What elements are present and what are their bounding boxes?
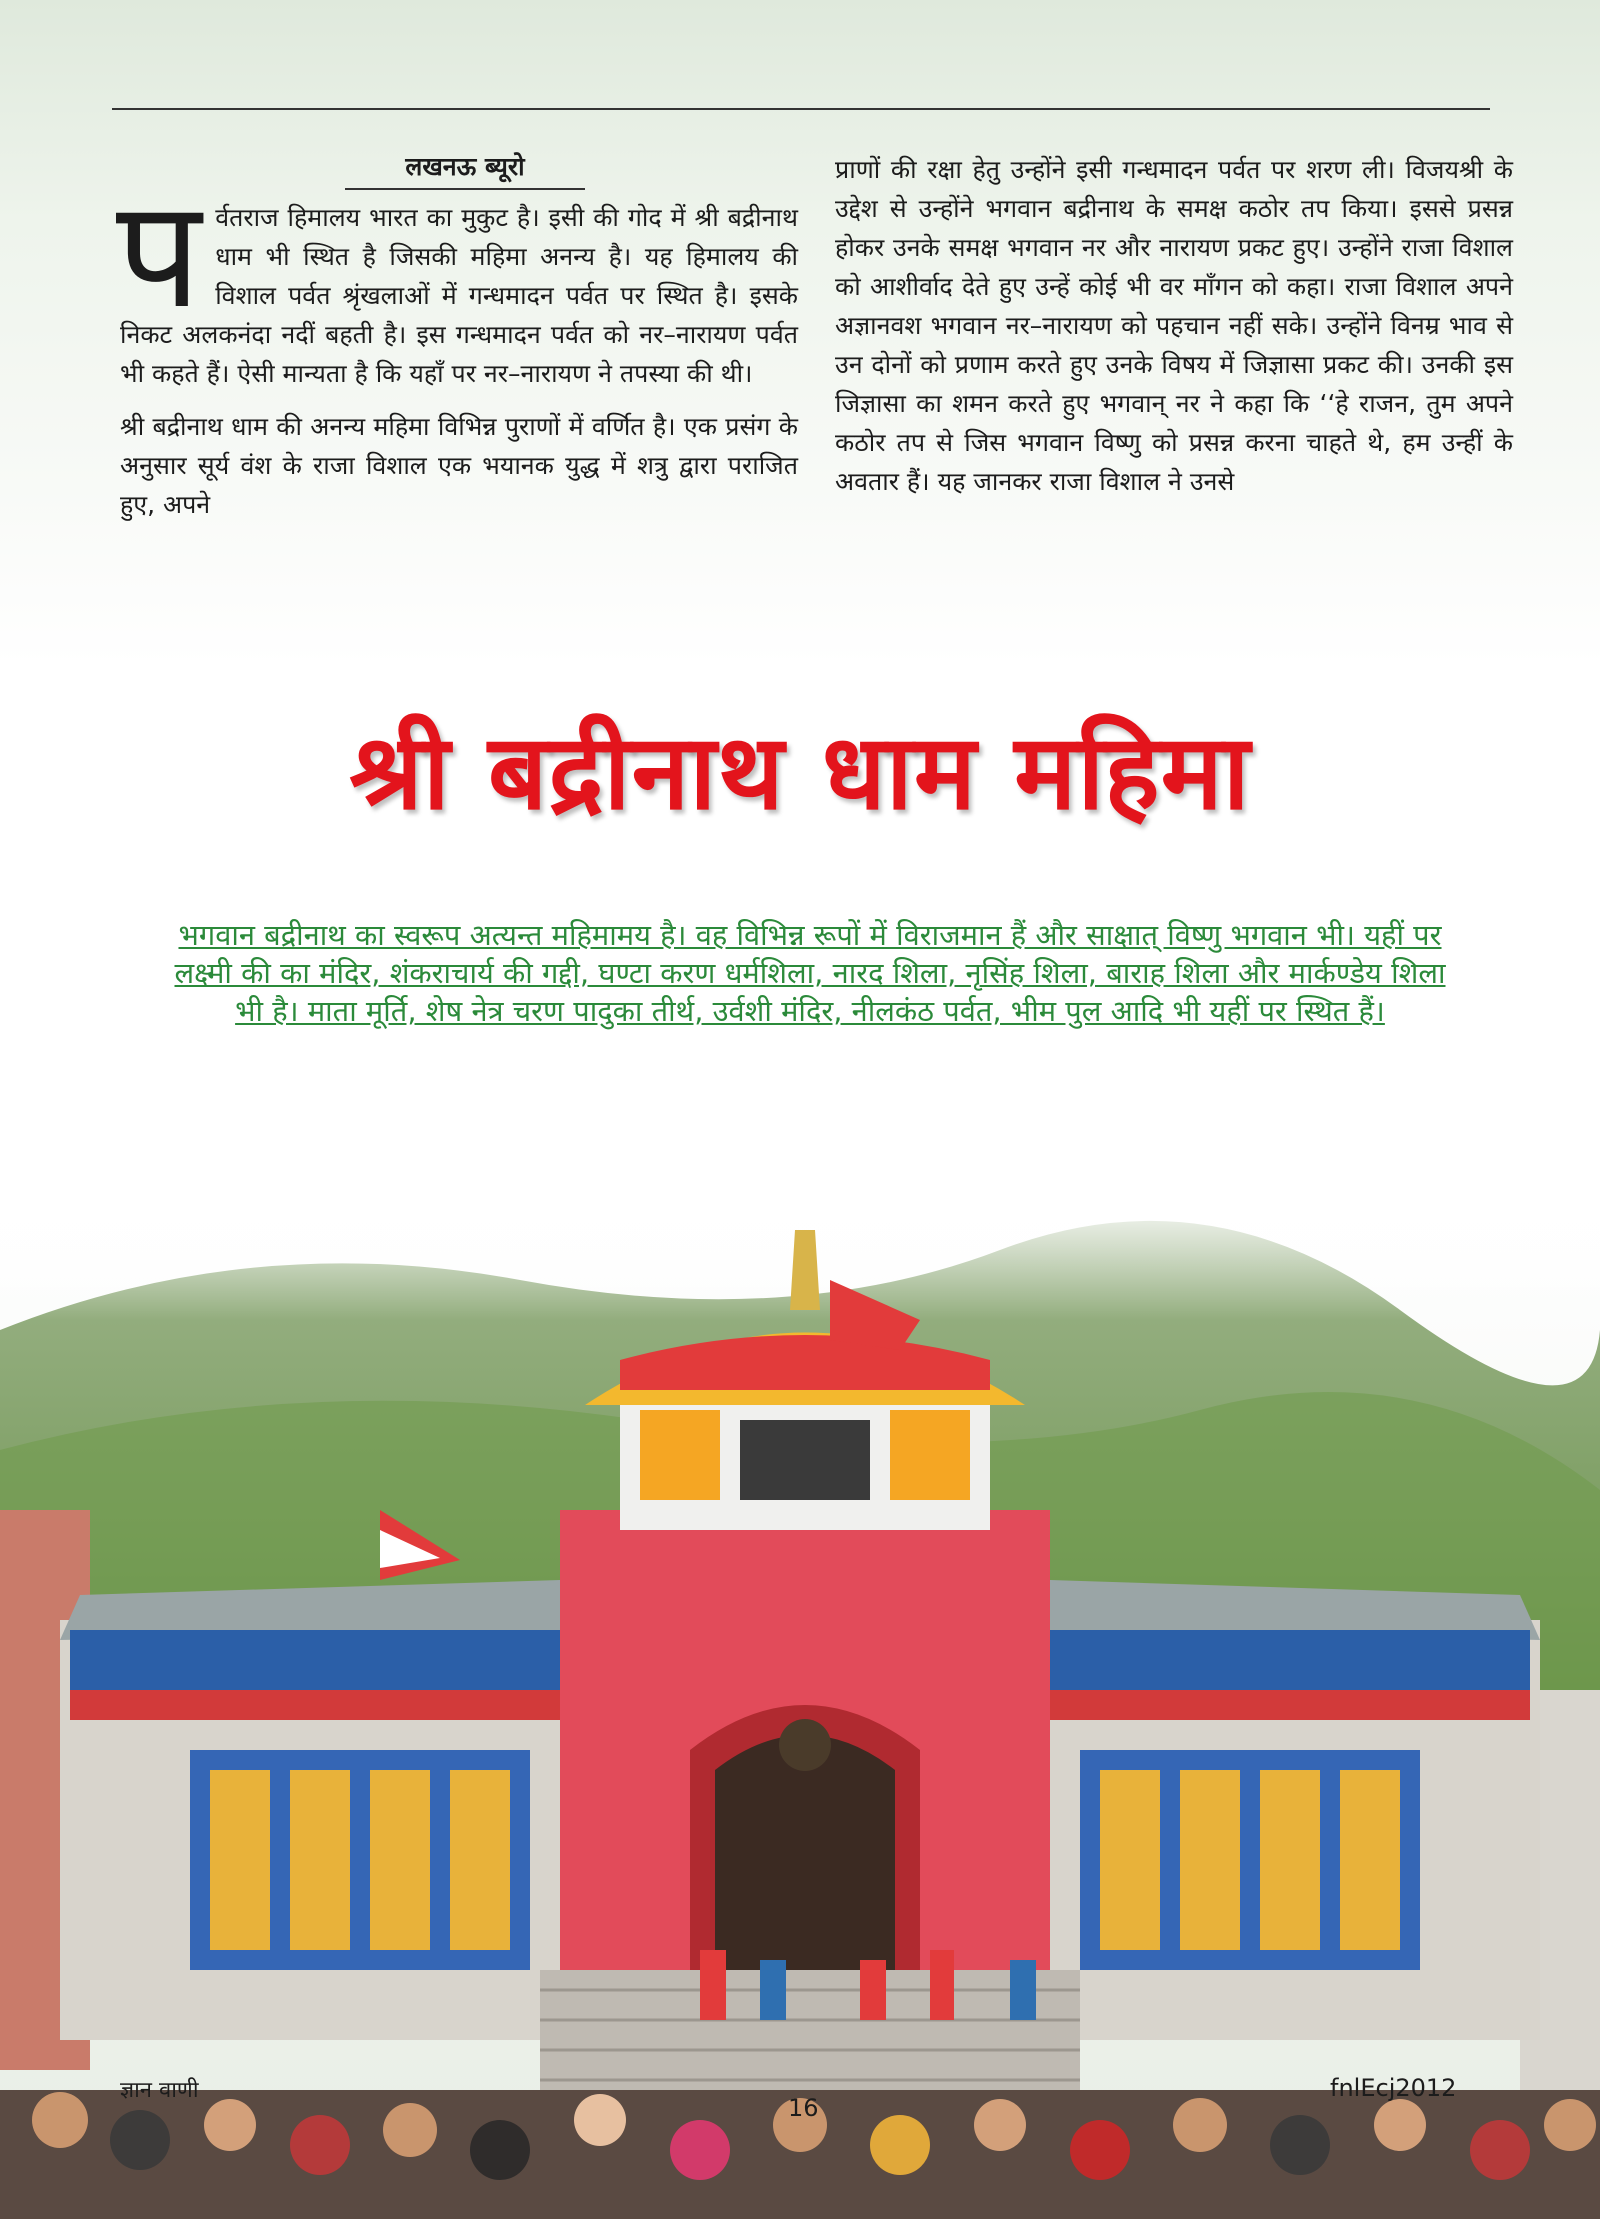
article-paragraph-1 [116,168,798,393]
byline: लखनऊ ब्यूरो [345,150,585,190]
article-paragraph-2: श्री बद्रीनाथ धाम की अनन्य महिमा विभिन्न पुराणों में वर्णित है। एक प्रसंग के अनुसार सूर्य वंश के राजा विशाल एक भयानक युद्ध में शत्रु द्वारा पराजित हुए, अपने [120,412,798,519]
magazine-name: ज्ञान वाणी [120,2078,199,2103]
article-paragraph-3: प्राणों की रक्षा हेतु उन्होंने इसी गन्धमादन पर्वत पर शरण ली। विजयश्री के उद्देश से उन्होंने भगवान बद्रीनाथ के समक्ष कठोर तप किया। इससे प्रसन्न होकर उनके समक्ष भगवान नर और नारायण प्रकट हुए। उन्होंने राजा विशाल को आशीर्वाद देते हुए उन्हें कोई भी वर माँगन को कहा। राजा विशाल अपने अज्ञानवश भगवान नर–नारायण को पहचान नहीं सके। उन्होंने विनम्र भाव से उन दोनों को प्रणाम करते हुए उनके विषय में जिज्ञासा प्रकट की। उनकी इस जिज्ञासा का शमन करते हुए भगवान् नर ने कहा कि ‘‘हे राजन, तुम अपने कठोर तप से जिस भगवान विष्णु को प्रसन्न करना चाहते थे, हम उन्हीं के अवतार हैं। यह जानकर राजा विशाल ने उनसे [835,155,1513,496]
headline: श्री बद्रीनाथ धाम महिमा [349,711,1251,833]
drop-cap: प [116,168,202,342]
article-right-column [835,150,1513,501]
top-rule [112,108,1490,110]
article-left-column [116,150,798,538]
summary-text: भगवान बद्रीनाथ का स्वरूप अत्यन्त महिमामय है। वह विभिन्न रूपों में विराजमान हैं और साक्षात् विष्णु भगवान भी। यहीं पर लक्ष्मी की का मंदिर, शंकराचार्य की गद्दी, घण्टा करण धर्मशिला, नारद शिला, नृसिंह शिला, बाराह शिला और मार्कण्डेय शिला भी है। माता मूर्ति, शेष नेत्र चरण पादुका तीर्थ, उर्वशी मंदिर, नीलकंठ पर्वत, भीम पुल आदि भी यहीं पर स्थित हैं। [174,918,1446,1028]
article-paragraph-1-text: र्वतराज हिमालय भारत का मुकुट है। इसी की गोद में श्री बद्रीनाथ धाम भी स्थित है जिसकी महिमा अनन्य है। यह हिमालय की विशाल पर्वत श्रृंखलाओं में गन्धमादन पर्वत पर स्थित है। इसके निकट अलकनंदा नदीं बहती है। इस गन्धमादन पर्वत को नर–नारायण पर्वत भी कहते हैं। ऐसी मान्यता है कि यहाँ पर नर–नारायण ने तपस्या की थी। [120,203,798,388]
issue-date: fnlEcj2012 [1330,2074,1457,2102]
temple-photo [0,1190,1600,2219]
page-number: 16 [788,2094,819,2122]
